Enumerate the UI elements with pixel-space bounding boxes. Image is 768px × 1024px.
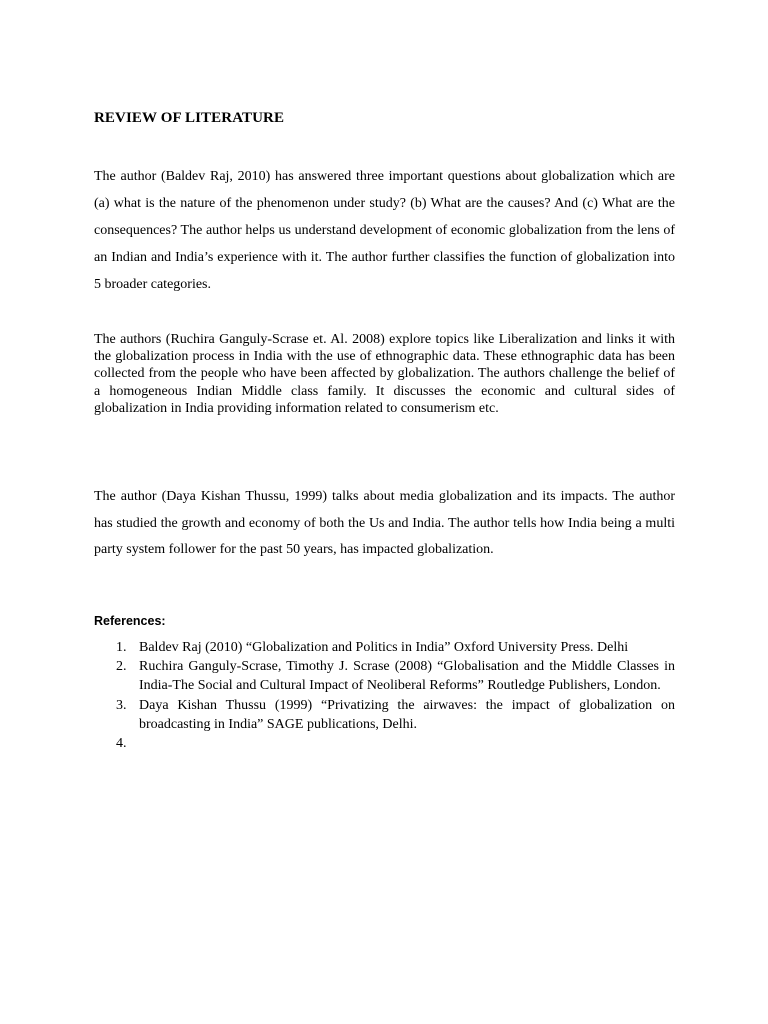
reference-number: 4. bbox=[116, 736, 127, 752]
page-title: REVIEW OF LITERATURE bbox=[94, 110, 285, 126]
reference-text: Ruchira Ganguly-Scrase, Timothy J. Scrase (2008) “Globalisation and the Middle Classes in India-The Social and Cultural Impact of Neoliberal Reforms” Routledge Publishers, London. bbox=[139, 659, 675, 694]
reference-number: 2. bbox=[116, 659, 127, 675]
reference-item bbox=[94, 657, 675, 695]
references-heading: References: bbox=[94, 614, 166, 628]
reference-text: Daya Kishan Thussu (1999) “Privatizing the airwaves: the impact of globalization on broadcasting in India” SAGE publications, Delhi. bbox=[139, 697, 675, 732]
reference-item bbox=[94, 638, 675, 657]
reference-number: 1. bbox=[116, 640, 127, 655]
paragraph-ruchira-ganguly-scrase: The authors (Ruchira Ganguly-Scrase et. Al. 2008) explore topics like Liberalization and links it with the globalization process in India with the use of ethnographic data. These ethnographic data has been collected from the people who have been affected by globalization. The authors challenge the belief of a homogeneous Indian Middle class family. It discusses the economic and cultural sides of globalization in India providing information related to consumerism etc. bbox=[94, 332, 675, 416]
paragraph-daya-kishan-thussu: The author (Daya Kishan Thussu, 1999) talks about media globalization and its impacts. The author has studied the growth and economy of both the Us and India. The author tells how India being a multi party system follower for the past 50 years, has impacted globalization. bbox=[94, 489, 675, 557]
reference-text: Baldev Raj (2010) “Globalization and Politics in India” Oxford University Press. Delhi bbox=[139, 640, 629, 655]
reference-item bbox=[94, 734, 675, 753]
references-list bbox=[94, 638, 675, 753]
reference-item bbox=[94, 696, 675, 734]
reference-number: 3. bbox=[116, 697, 127, 713]
paragraph-baldev-raj: The author (Baldev Raj, 2010) has answered three important questions about globalization which are (a) what is the nature of the phenomenon under study? (b) What are the causes? And (c) What are the consequences? The author helps us understand development of economic globalization from the lens of an Indian and India’s experience with it. The author further classifies the function of globalization into 5 broader categories. bbox=[94, 169, 675, 292]
